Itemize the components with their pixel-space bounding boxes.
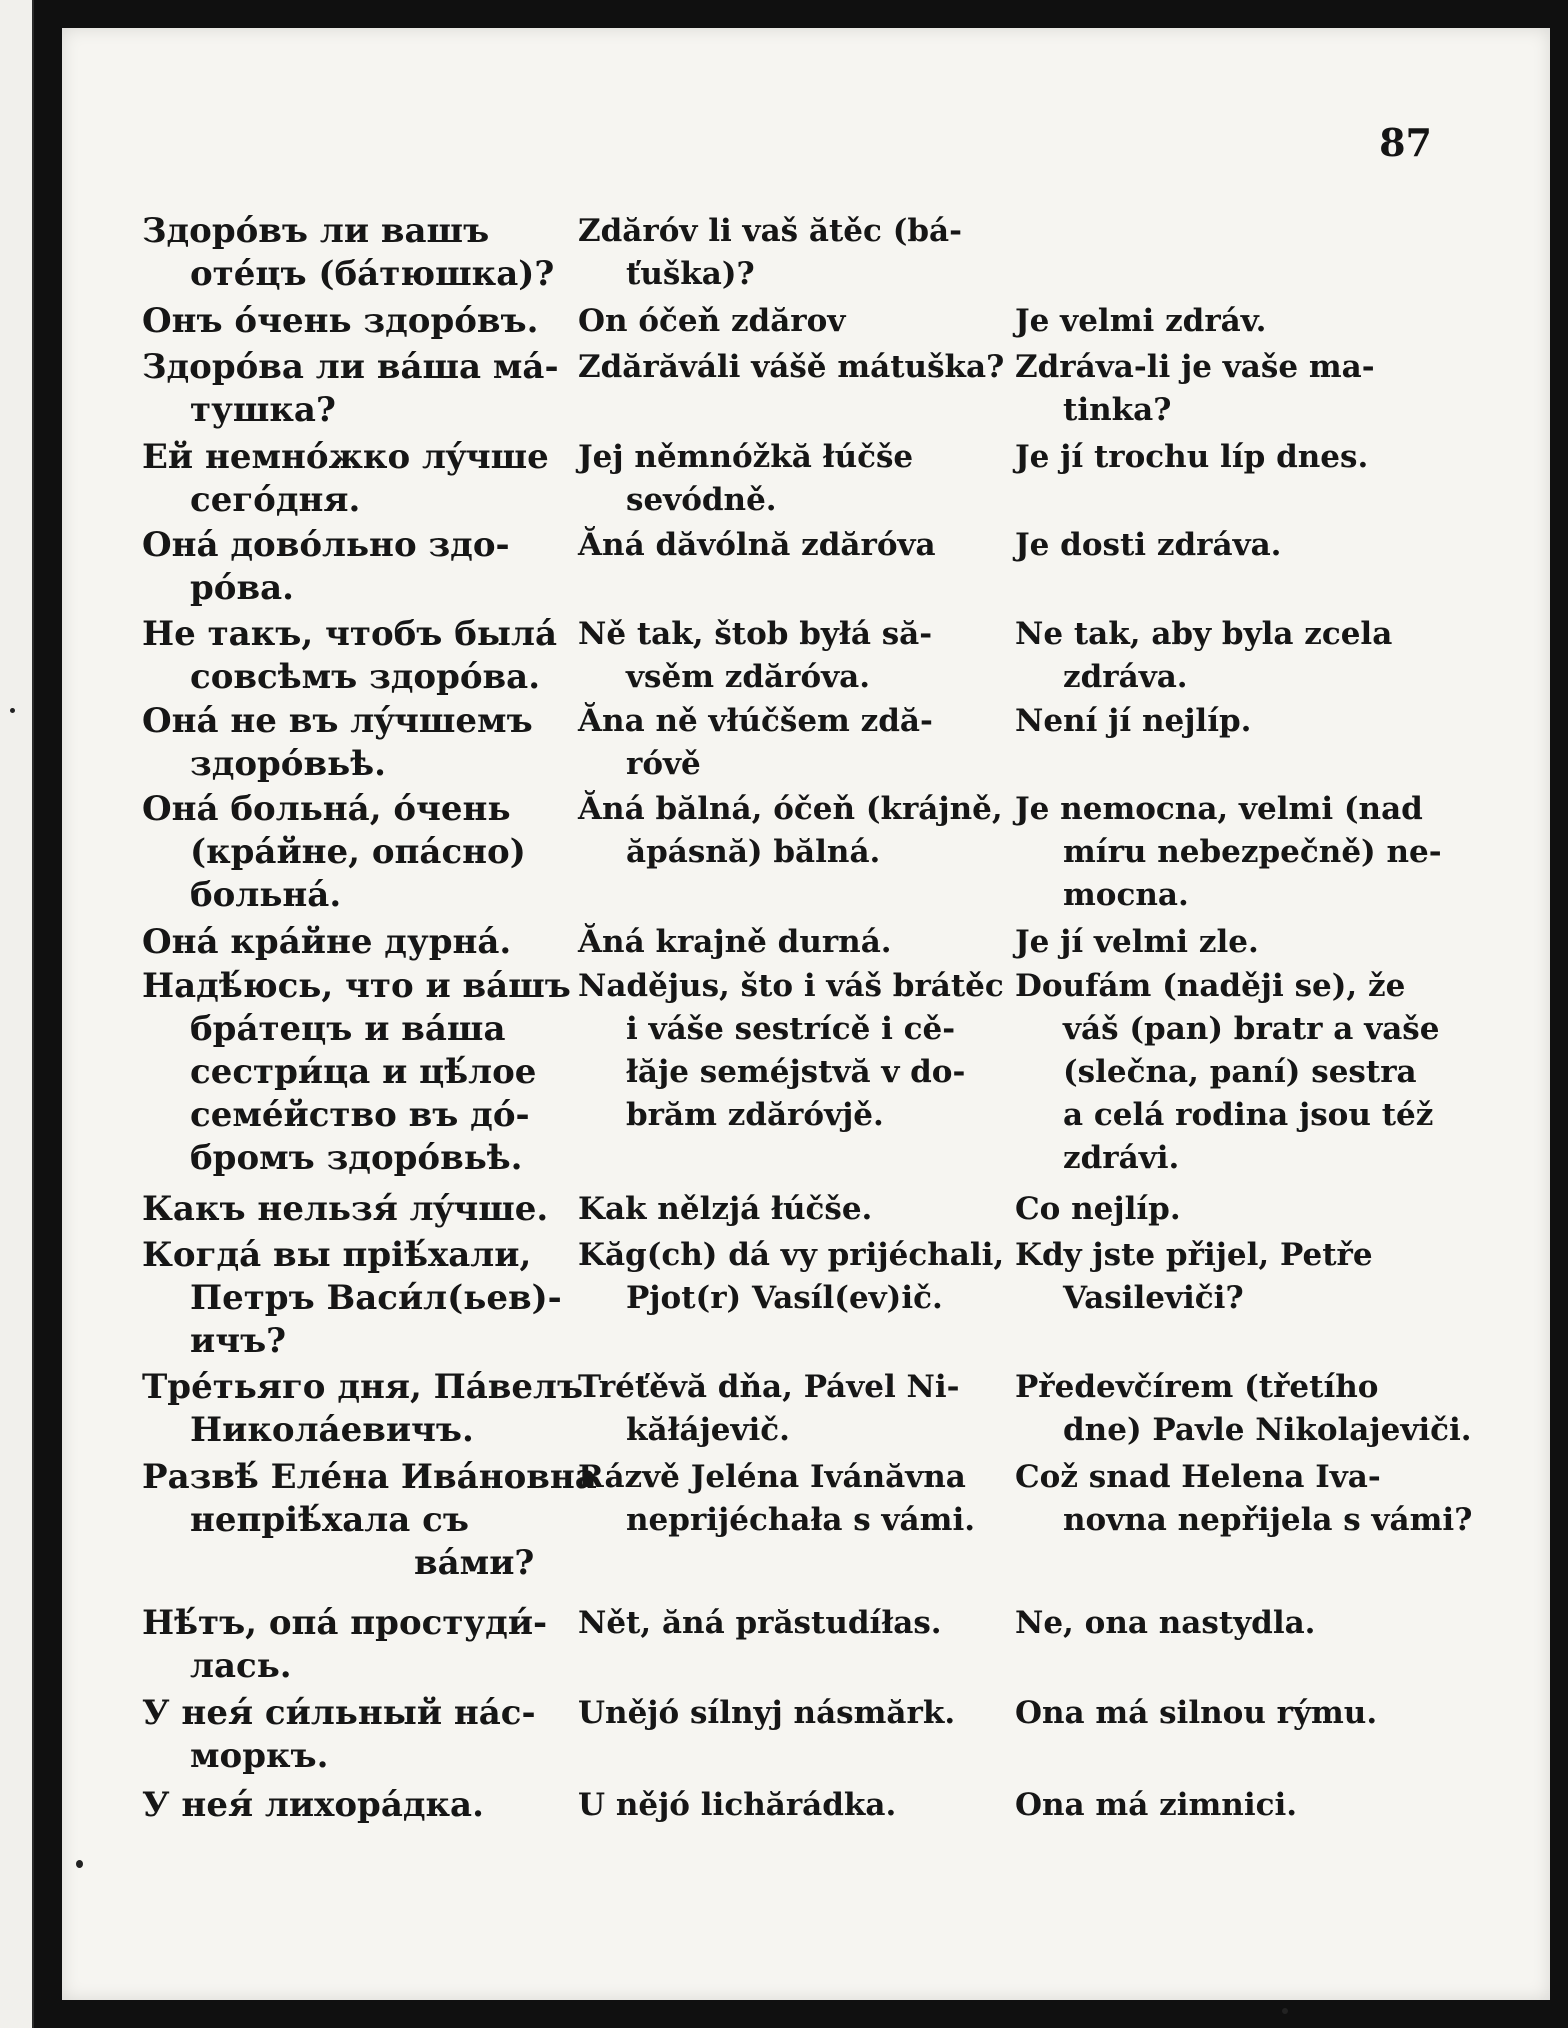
russian-phrase <box>142 700 582 786</box>
phrase-line: Což snad Helena Iva- <box>1015 1459 1381 1495</box>
transliteration <box>578 788 1018 874</box>
phrase-line: mocna. <box>1063 877 1189 913</box>
transliteration <box>578 965 1018 1137</box>
phrase-line: Ne, ona nastydla. <box>1015 1605 1316 1641</box>
transliteration <box>578 346 1018 389</box>
phrase-line: Онá крáйне дурнá. <box>142 922 512 962</box>
phrase-line: Je jí velmi zle. <box>1015 924 1259 960</box>
book-page <box>62 28 1550 2000</box>
phrase-line: тушка? <box>190 390 336 430</box>
phrase-line: Nadějus, što i váš brátěc <box>578 968 1004 1004</box>
phrase-line: Zdráva-li je vaše ma- <box>1015 349 1375 385</box>
phrase-line: Jej němnóžkă łúčše <box>578 439 914 475</box>
phrase-line: рóва. <box>190 568 294 608</box>
phrase-line: ťuška)? <box>626 256 755 292</box>
phrase-line: Когдá вы пріѣ́хали, <box>142 1235 532 1275</box>
ink-speck <box>76 1860 83 1868</box>
phrase-line: Je jí trochu líp dnes. <box>1015 439 1369 475</box>
phrase-line: Je velmi zdráv. <box>1015 303 1267 339</box>
phrase-line: Не такъ, чтобъ былá <box>142 614 557 654</box>
phrase-line: Nět, ăná prăstudíłas. <box>578 1605 942 1641</box>
transliteration <box>578 1456 1018 1542</box>
czech-translation <box>1015 1188 1445 1231</box>
phrase-line: váš (pan) bratr a vaše <box>1063 1011 1440 1047</box>
phrase-line: здорóвьѣ. <box>190 744 386 784</box>
phrase-line: ичъ? <box>190 1321 287 1361</box>
russian-phrase <box>142 1234 582 1363</box>
phrase-line: Unějó sílnyj násmărk. <box>578 1695 956 1731</box>
czech-translation <box>1015 300 1445 343</box>
russian-phrase <box>142 613 582 699</box>
phrase-line: zdrávi. <box>1063 1140 1180 1176</box>
phrase-line: Трéтьяго дня, Пáвелъ <box>142 1367 584 1407</box>
czech-translation <box>1015 1692 1445 1735</box>
phrase-line: Развѣ́ Елéна Ивáновна <box>142 1457 597 1497</box>
transliteration <box>578 1602 1018 1645</box>
phrase-line: брáтецъ и вáша <box>190 1009 506 1049</box>
russian-phrase <box>142 1456 597 1585</box>
phrase-line: моркъ. <box>190 1736 329 1776</box>
phrase-line: Здорóва ли вáша мá- <box>142 347 559 387</box>
phrase-line: Není jí nejlíp. <box>1015 703 1252 739</box>
czech-translation <box>1015 1602 1445 1645</box>
phrase-line: Ona má silnou rýmu. <box>1015 1695 1378 1731</box>
czech-translation <box>1015 613 1445 699</box>
phrase-line: Какъ нельзя́ лýчше. <box>142 1189 549 1229</box>
phrase-line: лась. <box>190 1646 292 1686</box>
phrase-line: Kdy jste přijel, Petře <box>1015 1237 1373 1273</box>
phrase-line: U nějó lichărádka. <box>578 1787 897 1823</box>
phrase-line: сестри́ца и цѣ́лое <box>190 1052 537 1092</box>
phrase-line: sevódně. <box>626 482 777 518</box>
phrase-line: вáми? <box>414 1543 535 1583</box>
phrase-line: Je nemocna, velmi (nad <box>1015 791 1423 827</box>
phrase-line: Doufám (naději se), že <box>1015 968 1406 1004</box>
czech-translation <box>1015 1234 1445 1320</box>
phrase-line: Kak nělzjá łúčše. <box>578 1191 873 1227</box>
phrase-line: Ей немнóжко лýчше <box>142 437 549 477</box>
russian-phrase <box>142 436 582 522</box>
phrase-line: Петръ Васи́л(ьев)- <box>190 1278 562 1318</box>
phrase-line: Ăná bălná, óčeň (krájně, <box>578 791 1003 827</box>
russian-phrase <box>142 300 582 343</box>
czech-translation <box>1015 1456 1473 1542</box>
phrase-line: Ăná krajně durná. <box>578 924 892 960</box>
phrase-line: tinka? <box>1063 392 1172 428</box>
transliteration <box>578 524 1018 567</box>
transliteration <box>578 210 1018 296</box>
phrase-line: Нѣ́тъ, опá простуди́- <box>142 1603 548 1643</box>
czech-translation <box>1015 965 1445 1180</box>
phrase-line: Zdăróv li vaš ătěc (bá- <box>578 213 962 249</box>
phrase-line: zdráva. <box>1063 659 1188 695</box>
russian-phrase <box>142 1366 582 1452</box>
transliteration <box>578 613 1018 699</box>
ink-speck <box>1282 2008 1288 2014</box>
phrase-line: Онá не въ лýчшемъ <box>142 701 533 741</box>
phrase-line: ăpásnă) bălná. <box>626 834 881 870</box>
phrase-line: Ăná dăvólnă zdăróva <box>578 527 936 563</box>
russian-phrase <box>142 1692 582 1778</box>
phrase-line: Здорóвъ ли вашъ <box>142 211 490 251</box>
adjacent-page-edge <box>0 0 34 2028</box>
phrase-line: Vasileviči? <box>1063 1280 1244 1316</box>
czech-translation <box>1015 700 1445 743</box>
phrase-line: neprijéchała s vámi. <box>626 1502 976 1538</box>
russian-phrase <box>142 1188 582 1231</box>
czech-translation <box>1015 788 1445 917</box>
phrase-line: совсѣмъ здорóва. <box>190 657 541 697</box>
phrase-line: a celá rodina jsou též <box>1063 1097 1434 1133</box>
phrase-line: Předevčírem (třetího <box>1015 1369 1379 1405</box>
phrase-line: Николáевичъ. <box>190 1410 474 1450</box>
transliteration <box>578 921 1018 964</box>
phrase-line: (slečna, paní) sestra <box>1063 1054 1417 1090</box>
russian-phrase <box>142 788 582 917</box>
phrase-line: i váše sestrícě i cě- <box>626 1011 956 1047</box>
transliteration <box>578 1692 1018 1735</box>
phrase-line: Надѣ́юсь, что и вáшъ <box>142 966 571 1006</box>
phrase-line: Rázvě Jeléna Ivánăvna <box>578 1459 966 1495</box>
phrase-line: míru nebezpečně) ne- <box>1063 834 1442 870</box>
russian-phrase <box>142 1784 582 1827</box>
phrase-line: Онъ óчень здорóвъ. <box>142 301 539 341</box>
phrase-line: róvě <box>626 746 701 782</box>
page-number: 87 <box>1379 120 1432 165</box>
russian-phrase <box>142 921 582 964</box>
russian-phrase <box>142 210 582 296</box>
phrase-line: Ăna ně vłúčšem zdă- <box>578 703 933 739</box>
phrase-line: Kăg(ch) dá vy prijéchali, <box>578 1237 1005 1273</box>
phrase-line: On óčeň zdărov <box>578 303 846 339</box>
czech-translation <box>1015 346 1445 432</box>
phrase-line: Tréťěvă dňa, Pável Ni- <box>578 1369 960 1405</box>
phrase-line: непріѣ́хала съ <box>190 1500 469 1540</box>
transliteration <box>578 1188 1018 1231</box>
czech-translation <box>1015 524 1445 567</box>
transliteration <box>578 1366 1018 1452</box>
ink-speck <box>10 708 15 713</box>
phrase-line: Ne tak, aby byla zcela <box>1015 616 1393 652</box>
transliteration <box>578 300 1018 343</box>
russian-phrase <box>142 1602 582 1688</box>
phrase-line: Онá больнá, óчень <box>142 789 511 829</box>
phrase-line: novna nepřijela s vámi? <box>1063 1502 1473 1538</box>
russian-phrase <box>142 524 582 610</box>
phrase-line: Ona má zimnici. <box>1015 1787 1298 1823</box>
phrase-line: Ně tak, štob byłá să- <box>578 616 933 652</box>
czech-translation <box>1015 921 1445 964</box>
phrase-line: dne) Pavle Nikolajeviči. <box>1063 1412 1472 1448</box>
phrase-line: brăm zdăróvjě. <box>626 1097 884 1133</box>
phrase-line: больнá. <box>190 875 342 915</box>
phrase-line: vsěm zdăróva. <box>626 659 871 695</box>
phrase-line: бромъ здорóвьѣ. <box>190 1138 523 1178</box>
czech-translation <box>1015 1784 1445 1827</box>
transliteration <box>578 1784 1018 1827</box>
phrase-line: сегóдня. <box>190 480 361 520</box>
phrase-line: Zdărăváli vášě mátuška? <box>578 349 1005 385</box>
transliteration <box>578 436 1018 522</box>
russian-phrase <box>142 346 582 432</box>
phrase-line: отéцъ (бáтюшка)? <box>190 254 555 294</box>
russian-phrase <box>142 965 582 1180</box>
phrase-line: Co nejlíp. <box>1015 1191 1181 1227</box>
phrase-line: У нея́ си́льный нáс- <box>142 1693 536 1733</box>
transliteration <box>578 700 1018 786</box>
phrase-line: kăłájevič. <box>626 1412 790 1448</box>
phrase-line: У нея́ лихорáдка. <box>142 1785 484 1825</box>
phrase-line: łăje seméjstvă v do- <box>626 1054 966 1090</box>
phrase-line: Je dosti zdráva. <box>1015 527 1282 563</box>
transliteration <box>578 1234 1018 1320</box>
phrase-line: (крáйне, опáсно) <box>190 832 526 872</box>
czech-translation <box>1015 1366 1472 1452</box>
phrase-line: Pjot(r) Vasíl(ev)ič. <box>626 1280 943 1316</box>
phrase-line: Онá довóльно здо- <box>142 525 510 565</box>
phrase-line: семéйство въ дó- <box>190 1095 530 1135</box>
czech-translation <box>1015 436 1445 479</box>
